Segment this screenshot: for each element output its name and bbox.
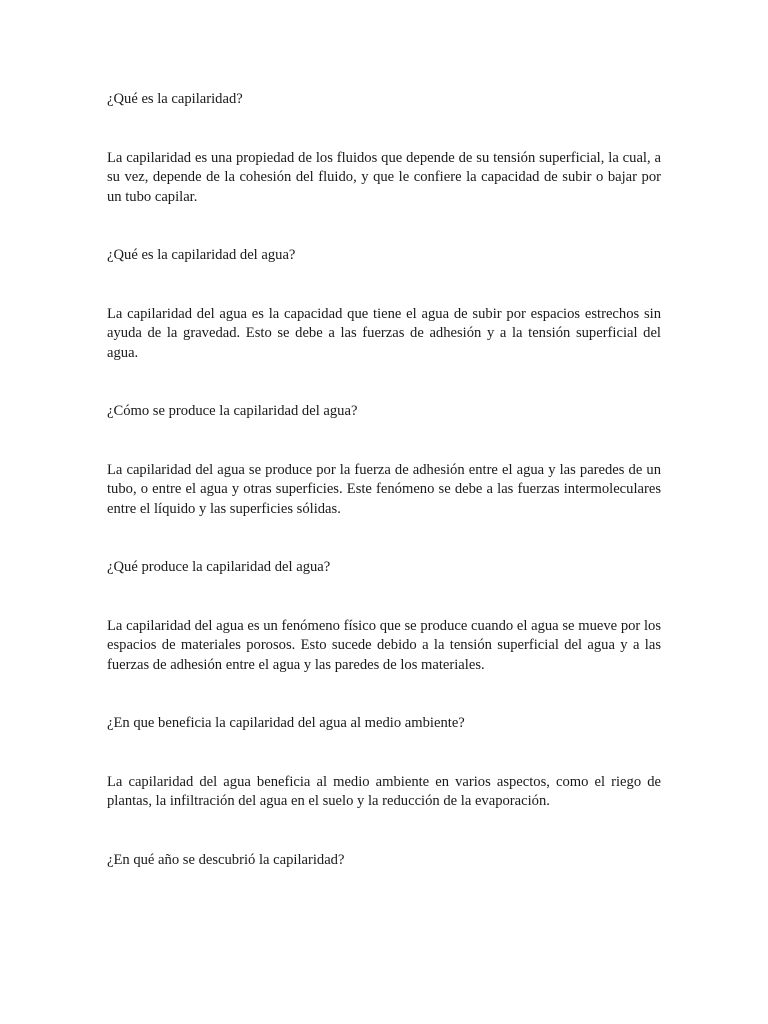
question-6: ¿En qué año se descubrió la capilaridad? — [107, 851, 345, 868]
question-2: ¿Qué es la capilaridad del agua? — [107, 247, 296, 263]
answer-1: La capilaridad es una propiedad de los fluidos que depende de su tensión superficial, la cual, a su vez, depende de la cohesión del fluido, y que le confiere la capacidad de subir o bajar por un tubo capilar. — [107, 149, 661, 205]
question-1: ¿Qué es la capilaridad? — [107, 91, 243, 107]
document-page — [107, 90, 661, 870]
question-3: ¿Cómo se produce la capilaridad del agua? — [107, 403, 358, 419]
answer-4: La capilaridad del agua es un fenómeno físico que se produce cuando el agua se mueve por los espacios de materiales porosos. Esto sucede debido a la tensión superficial del agua y a las fuerzas de adhesión entre el agua y las paredes de los materiales. — [107, 617, 661, 673]
answer-5: La capilaridad del agua beneficia al medio ambiente en varios aspectos, como el riego de plantas, la infiltración del agua en el suelo y la reducción de la evaporación. — [107, 773, 661, 809]
question-5: ¿En que beneficia la capilaridad del agua al medio ambiente? — [107, 715, 465, 731]
answer-3: La capilaridad del agua se produce por la fuerza de adhesión entre el agua y las paredes de un tubo, o entre el agua y otras superficies. Este fenómeno se debe a las fuerzas intermoleculares entre el líquido y las superficies sólidas. — [107, 461, 661, 517]
answer-2: La capilaridad del agua es la capacidad que tiene el agua de subir por espacios estrechos sin ayuda de la gravedad. Esto se debe a las fuerzas de adhesión y a la tensión superficial del agua. — [107, 305, 661, 361]
question-4: ¿Qué produce la capilaridad del agua? — [107, 559, 331, 575]
